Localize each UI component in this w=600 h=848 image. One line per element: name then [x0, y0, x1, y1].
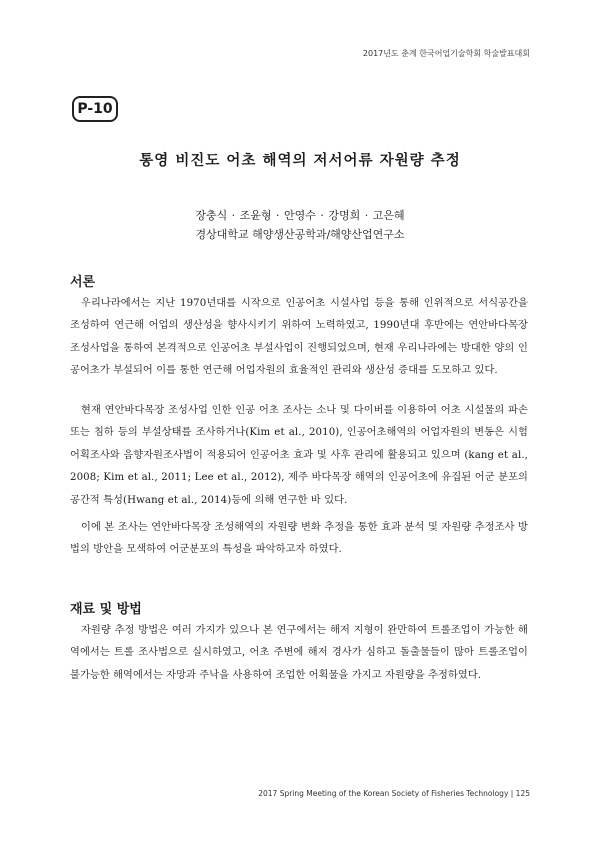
intro-paragraph-1: 우리나라에서는 지난 1970년대를 시작으로 인공어초 시설사업 등을 통해 인위적으로 서식공간을 조성하여 연근해 어업의 생산성을 향사시키기 위하여 노력하였고, 1990년대 후반에는 연안바다목장 조성사업을 통하여 본격적으로 인공어초 부설사업이 진행되었으며, 현재 우리나라에는 방대한 양의 인공어초가 부설되어 이를 통한 연근해 어업자원의 효율적인 관리와 생산성 증대를 도모하고 있다. [70, 298, 528, 377]
methods-paragraph-1: 자원량 추정 방법은 여러 가지가 있으나 본 연구에서는 해저 지형이 완만하여 트롤조업이 가능한 해역에서는 트롤 조사법으로 실시하였고, 어초 주변에 해저 경사가 심하고 돌출물들이 많아 트롤조업이 불가능한 해역에서는 자망과 주낙을 사용하여 조업한 어획물을 가지고 자원량을 추정하였다. [70, 625, 528, 681]
running-header: 2017년도 춘계 한국어업기술학회 학술발표대회 [362, 49, 530, 58]
section-title-introduction: 서론 [70, 275, 96, 290]
intro-paragraph-3: 이에 본 조사는 연안바다목장 조성해역의 자원량 변화 추정을 통한 효과 분석 및 자원량 추정조사 방법의 방안을 모색하여 어군분포의 특성을 파악하고자 하였다. [70, 522, 528, 556]
author-list: 장충식 · 조윤형 · 안영수 · 강명희 · 고은혜 [195, 209, 405, 222]
poster-number-badge: P-10 [72, 96, 118, 122]
running-footer: 2017 Spring Meeting of the Korean Society of Fisheries Technology | 125 [258, 789, 530, 798]
intro-paragraph-2: 현재 연안바다목장 조성사업 인한 인공 어초 조사는 소나 및 다이버를 이용하여 어초 시설물의 파손 또는 침하 등의 부설상태를 조사하거나(Kim et al., 2010), 인공어초해역의 어업자원의 변동은 시험어획조사와 음향자원조사법이 적용되어 인공어초 효과 및 사후 관리에 활용되고 있으며 (kang et al., 2008; Kim et al., 2011; Lee et al., 2012), 제주 바다목장 해역의 인공어초에 유집된 어군 분포의 공간적 특성(Hwang et al., 2014)등에 의해 연구한 바 있다. [70, 405, 528, 506]
section-title-methods: 재료 및 방법 [70, 602, 142, 617]
affiliation: 경상대학교 해양생산공학과/해양산업연구소 [195, 228, 405, 241]
paper-title: 통영 비진도 어초 해역의 저서어류 자원량 추정 [139, 152, 461, 169]
